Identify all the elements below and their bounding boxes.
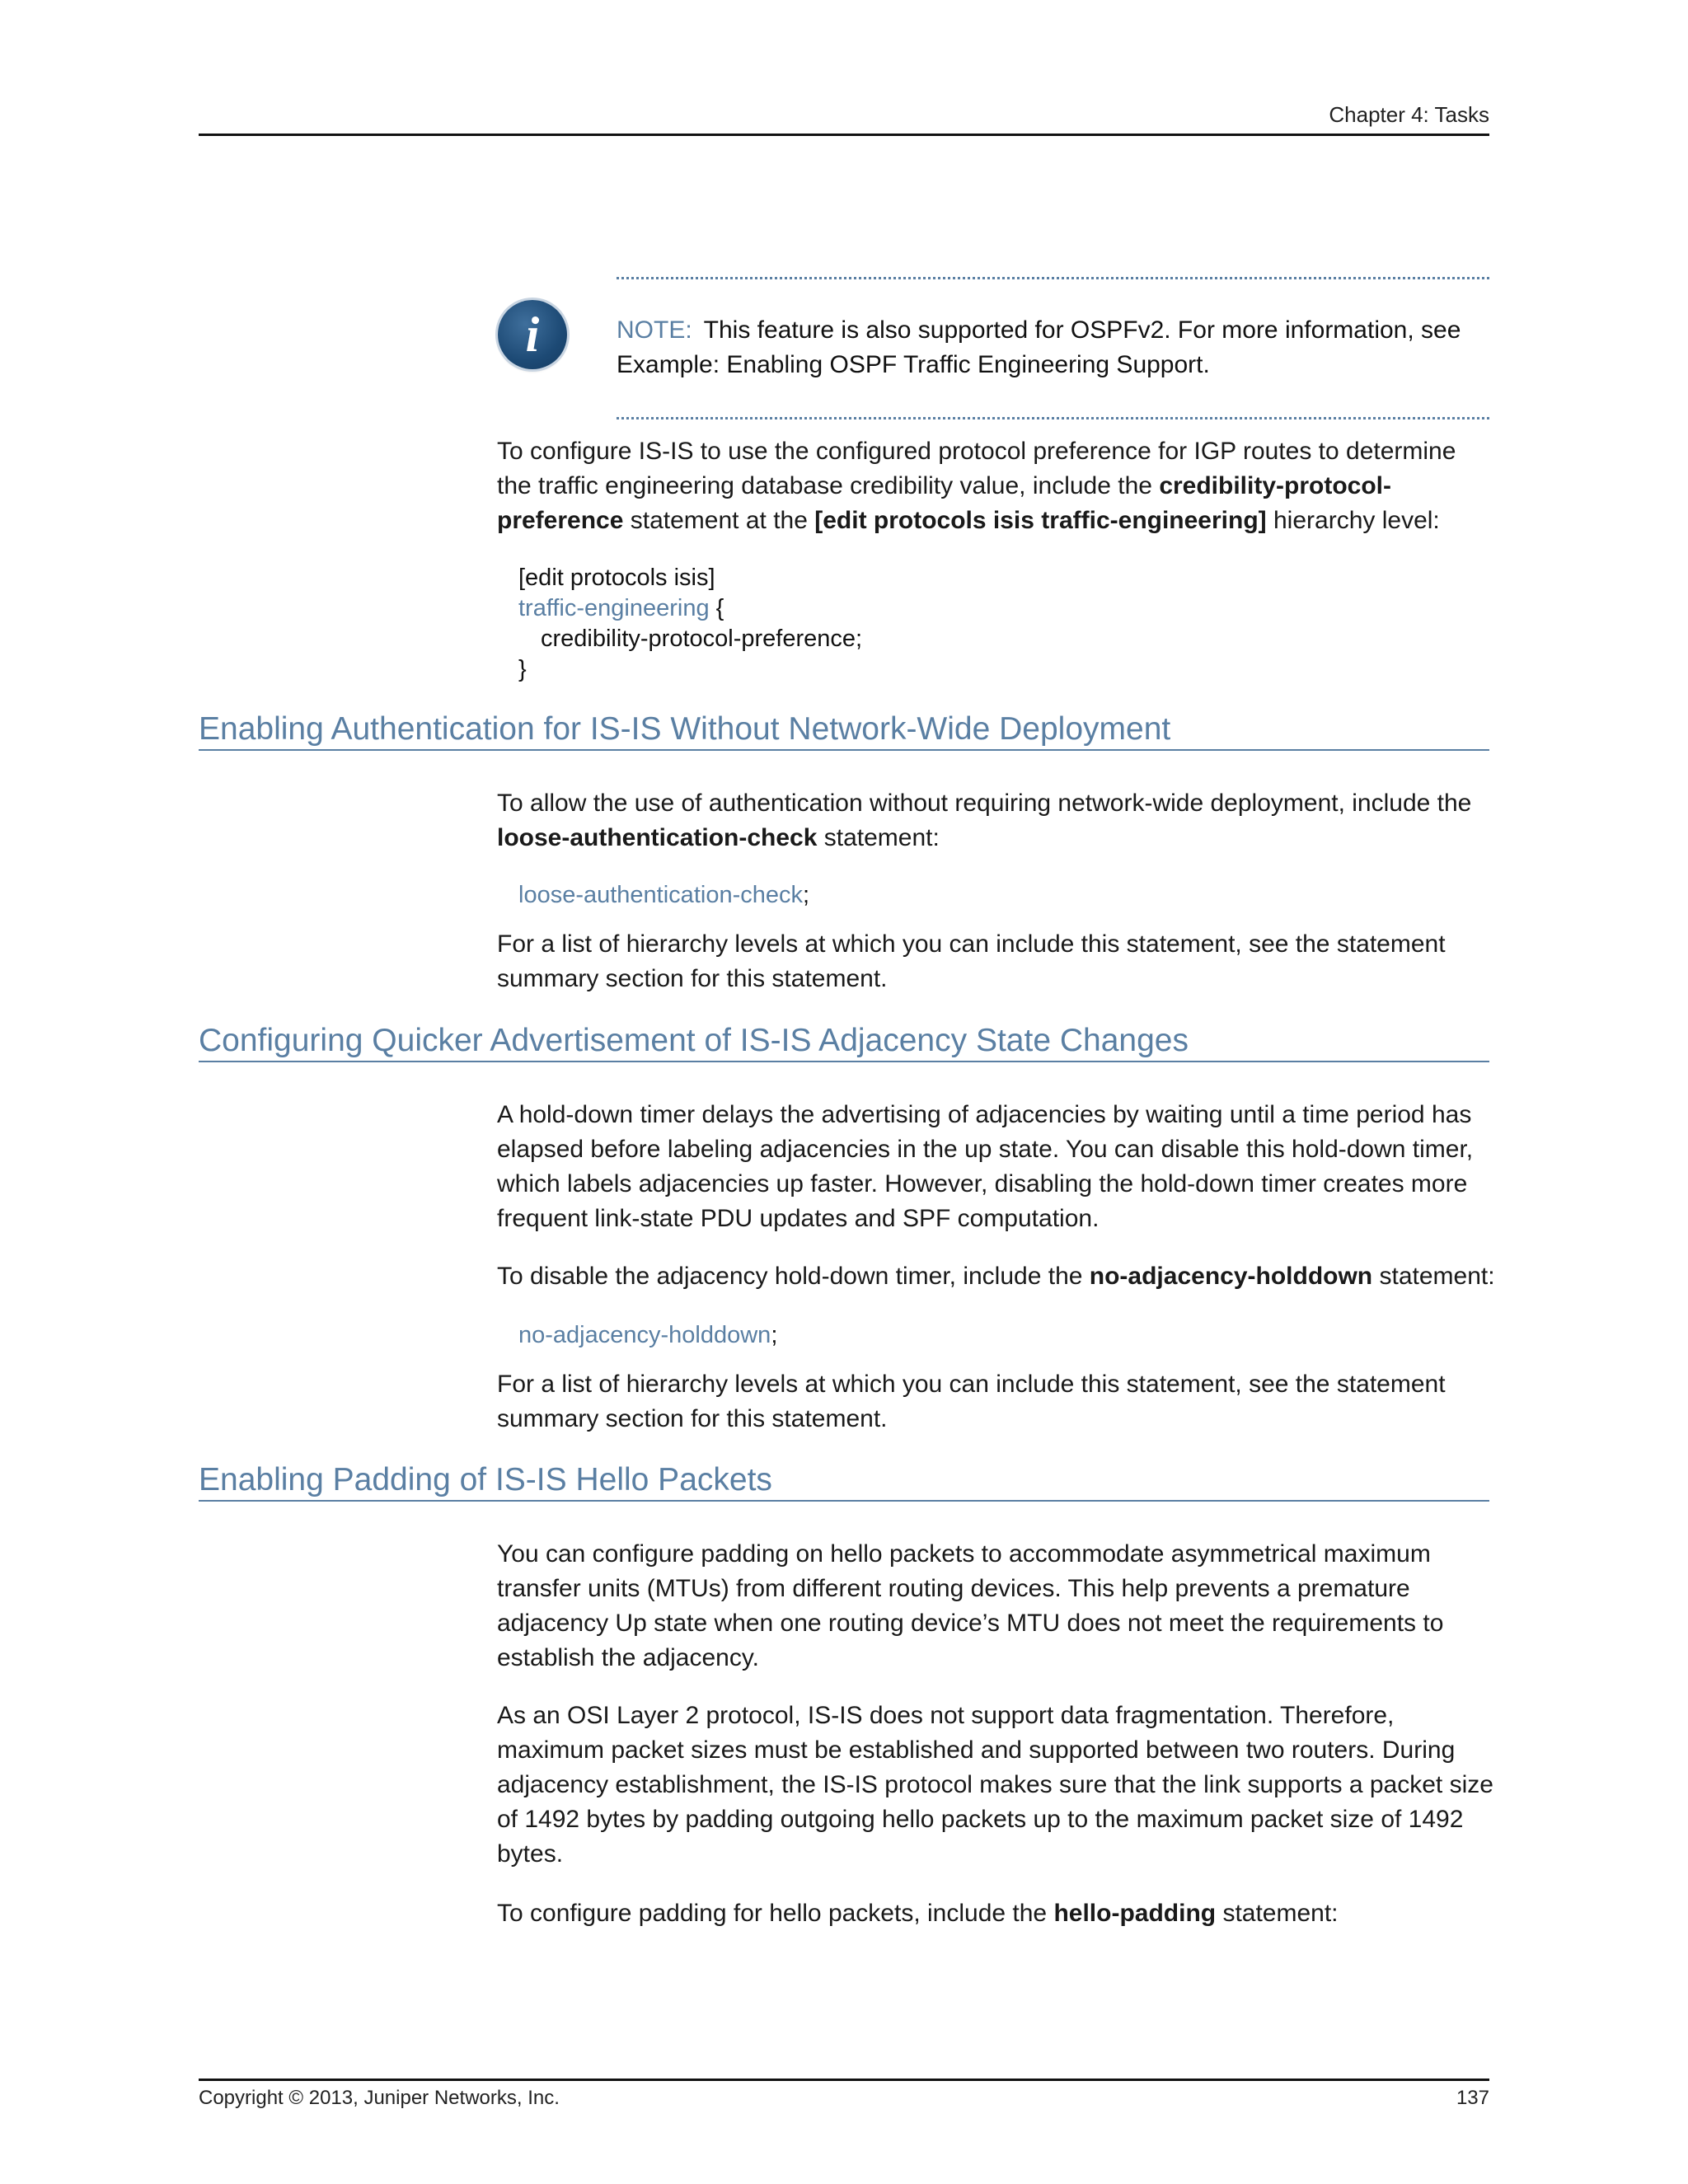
note-top-divider [617,277,1489,279]
header-rule [199,134,1489,136]
note-label: NOTE: [617,316,692,344]
intro-text-1: To configure IS-IS to use the configured protocol preference for IGP routes to determine the traffic engineering database credibility value, include the [497,438,1456,499]
note-body: This feature is also supported for OSPFv2. For more information, see Example: Enabling OSPF Traffic Engineering Support. [617,316,1461,378]
section-paragraph [497,1537,1496,1675]
code-punct: ; [771,1322,778,1348]
code-keyword: loose-authentication-check [518,882,803,908]
paragraph-text: To allow the use of authentication without requiring network-wide deployment, include the [497,790,1472,817]
code-block [518,1320,777,1351]
paragraph-text: For a list of hierarchy levels at which you can include this statement, see the statement summary section for this statement. [497,930,1446,992]
section-paragraph [497,1098,1496,1236]
paragraph-text: You can configure padding on hello packets to accommodate asymmetrical maximum transfer units (MTUs) from different routing devices. This help prevents a premature adjacency Up state when one routing device’s MTU does not meet the requirements to establish the adjacency. [497,1540,1444,1671]
note-bottom-divider [617,417,1489,419]
section-paragraph [497,927,1496,996]
intro-paragraph [497,434,1496,538]
statement-name: loose-authentication-check [497,824,818,851]
code-keyword: traffic-engineering [518,595,710,621]
section-paragraph [497,1259,1496,1294]
paragraph-text: statement: [823,824,940,851]
paragraph-text: As an OSI Layer 2 protocol, IS-IS does not support data fragmentation. Therefore, maximum packet sizes must be established and supported between two routers. During adjacency establishment, the IS-IS protocol makes sure that the link supports a packet size of 1492 bytes by padding outgoing hello packets up to the maximum packet size of 1492 bytes. [497,1702,1493,1868]
page-number: 137 [1456,2087,1489,2109]
code-line: } [518,656,527,682]
section-title: Enabling Authentication for IS-IS Without Network-Wide Deployment [199,711,1171,747]
running-header: Chapter 4: Tasks [1329,102,1489,127]
code-brace: { [709,595,724,621]
statement-name: hello-padding [1053,1900,1217,1927]
section-title: Configuring Quicker Advertisement of IS-IS Adjacency State Changes [199,1023,1189,1058]
footer-rule [199,2079,1489,2081]
intro-text-2: statement at the [630,507,808,534]
paragraph-text: To configure padding for hello packets, include the [497,1900,1048,1927]
paragraph-text: To disable the adjacency hold-down timer, include the [497,1263,1083,1290]
section-rule [199,749,1489,751]
section-paragraph [497,1896,1496,1931]
paragraph-text: statement: [1379,1263,1495,1290]
code-block [518,880,809,911]
section-paragraph [497,1699,1496,1872]
section-paragraph [497,786,1496,855]
footer-copyright: Copyright © 2013, Juniper Networks, Inc. [199,2087,560,2109]
code-line: [edit protocols isis] [518,565,715,591]
section-rule [199,1061,1489,1062]
intro-code-block [518,563,862,685]
code-line: credibility-protocol-preference; [541,626,863,652]
paragraph-text: For a list of hierarchy levels at which you can include this statement, see the statement summary section for this statement. [497,1371,1446,1432]
code-keyword: no-adjacency-holddown [518,1322,771,1348]
section-paragraph [497,1367,1496,1436]
intro-text-3: hierarchy level: [1273,507,1440,534]
section-title: Enabling Padding of IS-IS Hello Packets [199,1462,772,1497]
section-rule [199,1500,1489,1502]
intro-hierarchy: [edit protocols isis traffic-engineering] [814,507,1267,534]
paragraph-text: A hold-down timer delays the advertising of adjacencies by waiting until a time period has elapsed before labeling adjacencies in the up state. You can disable this hold-down timer, which labels adjacencies up faster. However, disabling the hold-down timer creates more frequent link-state PDU updates and SPF computation. [497,1101,1474,1232]
intro-statement: credibility-protocol-preference [497,472,1391,534]
code-punct: ; [802,882,810,908]
paragraph-text: statement: [1222,1900,1339,1927]
note-text [617,313,1498,382]
code-line [518,593,862,624]
statement-name: no-adjacency-holddown [1089,1263,1373,1290]
info-icon: i [498,300,567,369]
